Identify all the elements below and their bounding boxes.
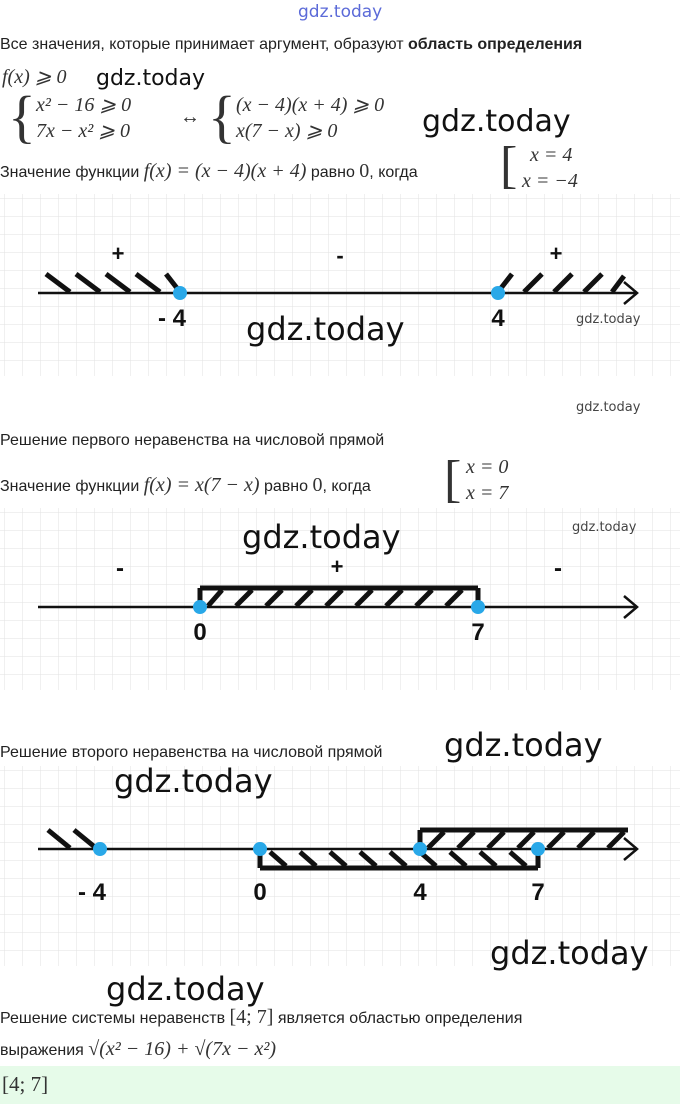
watermark: gdz.today	[246, 310, 405, 348]
point-marker	[93, 842, 107, 856]
zeros2-line	[0, 474, 371, 497]
point-label: 0	[193, 619, 207, 646]
point-label: 7	[531, 879, 545, 906]
zeros1-prefix: Значение функции	[0, 164, 140, 181]
watermark: gdz.today	[572, 520, 637, 535]
point-marker	[491, 286, 505, 300]
zeros1-suffix: , когда	[369, 164, 418, 181]
equivalence-arrow: ↔	[180, 106, 200, 128]
zeros2-suffix: , когда	[322, 478, 371, 495]
sign-label: +	[111, 241, 125, 266]
watermark: gdz.today	[576, 400, 641, 415]
point-marker	[253, 842, 267, 856]
conclusion-line2-prefix: выражения	[0, 1042, 84, 1059]
site-logo[interactable]: gdz.today	[298, 2, 383, 22]
intro-condition: f(x) ⩾ 0	[2, 66, 67, 88]
zeros1-middle: равно	[310, 164, 355, 181]
solution2-title: Решение второго неравенства на числовой прямой	[0, 744, 383, 761]
intro-bold: область определения	[408, 36, 583, 53]
point-label: 4	[491, 305, 505, 332]
conclusion-line2	[0, 1038, 276, 1061]
conclusion-prefix: Решение системы неравенств	[0, 1010, 226, 1027]
zeros2-prefix: Значение функции	[0, 478, 140, 495]
sign-label: +	[549, 241, 563, 266]
watermark: gdz.today	[106, 970, 265, 1008]
point-label: - 4	[157, 305, 187, 332]
system-right-row2: x(7 − x) ⩾ 0	[236, 120, 338, 142]
intro-text	[0, 36, 582, 54]
roots2-root2: x = 7	[466, 482, 509, 504]
point-label: 7	[471, 619, 485, 646]
zeros2-func: f(x) = x(7 − x)	[143, 474, 260, 496]
roots1-root2: x = −4	[522, 170, 578, 192]
watermark: gdz.today	[96, 66, 206, 91]
point-label: 4	[413, 879, 427, 906]
answer-box	[0, 1066, 680, 1104]
system-left-row1: x² − 16 ⩾ 0	[36, 94, 132, 116]
sign-label: -	[116, 555, 124, 582]
roots2-bracket: [	[444, 451, 462, 508]
conclusion-suffix: является областью определения	[277, 1010, 523, 1027]
watermark: gdz.today	[242, 518, 401, 556]
grid-background	[0, 194, 680, 376]
point-marker	[471, 600, 485, 614]
zeros2-middle: равно	[264, 478, 309, 495]
point-marker	[531, 842, 545, 856]
zeros1-func: f(x) = (x − 4)(x + 4)	[143, 160, 307, 182]
answer-value: [4; 7]	[2, 1072, 49, 1096]
conclusion-line1	[0, 1006, 522, 1029]
intro-plain: Все значения, которые принимает аргумент, образуют	[0, 36, 404, 53]
left-brace: {	[8, 84, 36, 149]
watermark: gdz.today	[490, 934, 649, 972]
roots2-root1: x = 0	[466, 456, 509, 478]
zeros2-zero: 0	[312, 474, 323, 496]
watermark: gdz.today	[444, 726, 603, 764]
watermark: gdz.today	[576, 312, 641, 327]
sign-label: -	[336, 243, 344, 268]
point-label: 0	[253, 879, 267, 906]
right-brace: {	[208, 84, 236, 149]
point-label: - 4	[77, 879, 107, 906]
watermark: gdz.today	[114, 762, 273, 800]
roots1-bracket: [	[500, 137, 518, 194]
zeros1-zero: 0	[359, 160, 370, 182]
number-line-1	[0, 194, 680, 376]
point-marker	[173, 286, 187, 300]
sign-label: +	[330, 554, 344, 579]
roots1-root1: x = 4	[530, 144, 573, 166]
point-marker	[193, 600, 207, 614]
zeros1-line	[0, 160, 418, 183]
conclusion-interval: [4; 7]	[229, 1006, 274, 1028]
point-marker	[413, 842, 427, 856]
system-left-row2: 7x − x² ⩾ 0	[36, 120, 131, 142]
sign-label: -	[554, 555, 562, 582]
system-right-row1: (x − 4)(x + 4) ⩾ 0	[236, 94, 385, 116]
conclusion-expression: √(x² − 16) + √(7x − x²)	[88, 1038, 277, 1060]
solution1-title: Решение первого неравенства на числовой прямой	[0, 432, 385, 449]
watermark: gdz.today	[422, 104, 571, 139]
